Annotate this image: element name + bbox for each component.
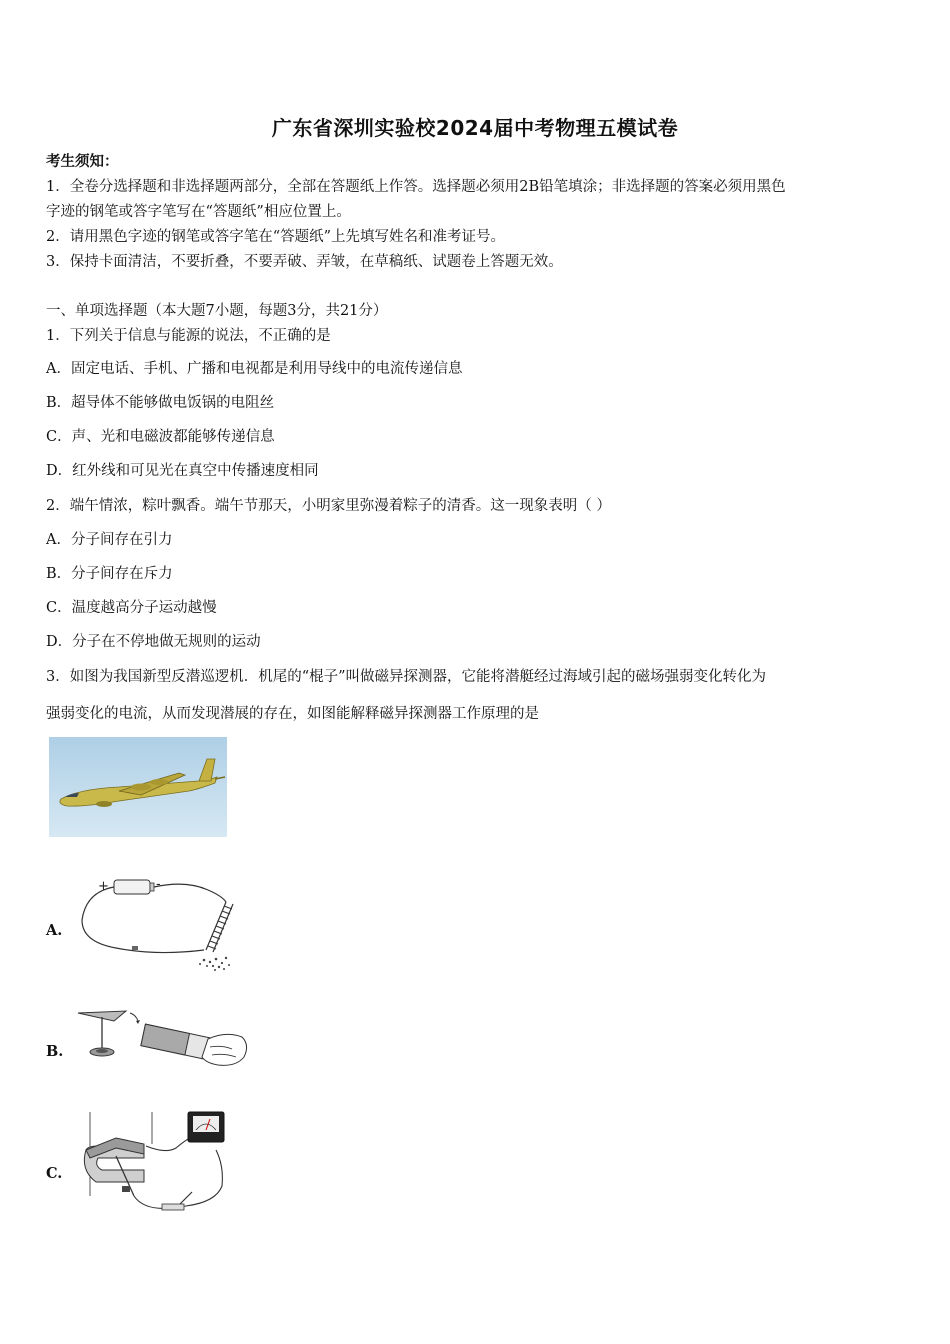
question-1-option-c: C．声、光和电磁波都能够传递信息 [46,429,275,445]
electromagnet-diagram [76,870,246,975]
question-3-option-a-label: A. [46,922,63,939]
question-1-option-b: B．超导体不能够做电饭锅的电阻丝 [46,395,275,411]
question-1-option-a: A．固定电话、手机、广播和电视都是利用导线中的电流传递信息 [46,361,463,377]
battery-plus-label: + [98,879,109,894]
question-2-option-b: B．分子间存在斥力 [46,566,173,582]
question-3-stem-line1: 3．如图为我国新型反潜巡逻机．机尾的“棍子”叫做磁异探测器，它能将潜艇经过海域引起的磁场强弱变化转化为 [46,669,767,685]
notice-item: 1．全卷分选择题和非选择题两部分，全部在答题纸上作答。选择题必须用2B铅笔填涂；非选择题的答案必须用黑色 [46,179,786,195]
question-1-stem: 1．下列关于信息与能源的说法，不正确的是 [46,328,331,344]
magnet-and-needle-diagram [76,1005,251,1080]
question-3-stem-line2: 强弱变化的电流，从而发现潜展的存在，如图能解释磁异探测器工作原理的是 [46,706,539,722]
question-2-option-d: D．分子在不停地做无规则的运动 [46,634,261,650]
question-2-option-a: A．分子间存在引力 [46,532,173,548]
patrol-aircraft-photo [49,737,227,837]
section-heading: 一、单项选择题（本大题7小题，每题3分，共21分） [46,303,388,319]
battery-minus-label: - [156,877,161,892]
question-3-option-c-label: C. [46,1165,63,1182]
notice-item: 字迹的钢笔或答字笔写在“答题纸”相应位置上。 [46,204,351,220]
question-2-option-c: C．温度越高分子运动越慢 [46,600,217,616]
notice-item: 2．请用黑色字迹的钢笔或答字笔在“答题纸”上先填写姓名和准考证号。 [46,229,506,245]
galvanometer-circuit-diagram [76,1110,236,1218]
notice-heading: 考生须知： [46,153,119,170]
question-3-option-b-label: B. [46,1043,64,1060]
question-2-stem: 2．端午情浓，粽叶飘香。端午节那天，小明家里弥漫着粽子的清香。这一现象表明（ ） [46,498,611,514]
question-1-option-d: D．红外线和可见光在真空中传播速度相同 [46,463,319,479]
notice-item: 3．保持卡面清洁，不要折叠，不要弄破、弄皱，在草稿纸、试题卷上答题无效。 [46,254,563,270]
page-title: 广东省深圳实验校2024届中考物理五模试卷 [271,116,679,140]
